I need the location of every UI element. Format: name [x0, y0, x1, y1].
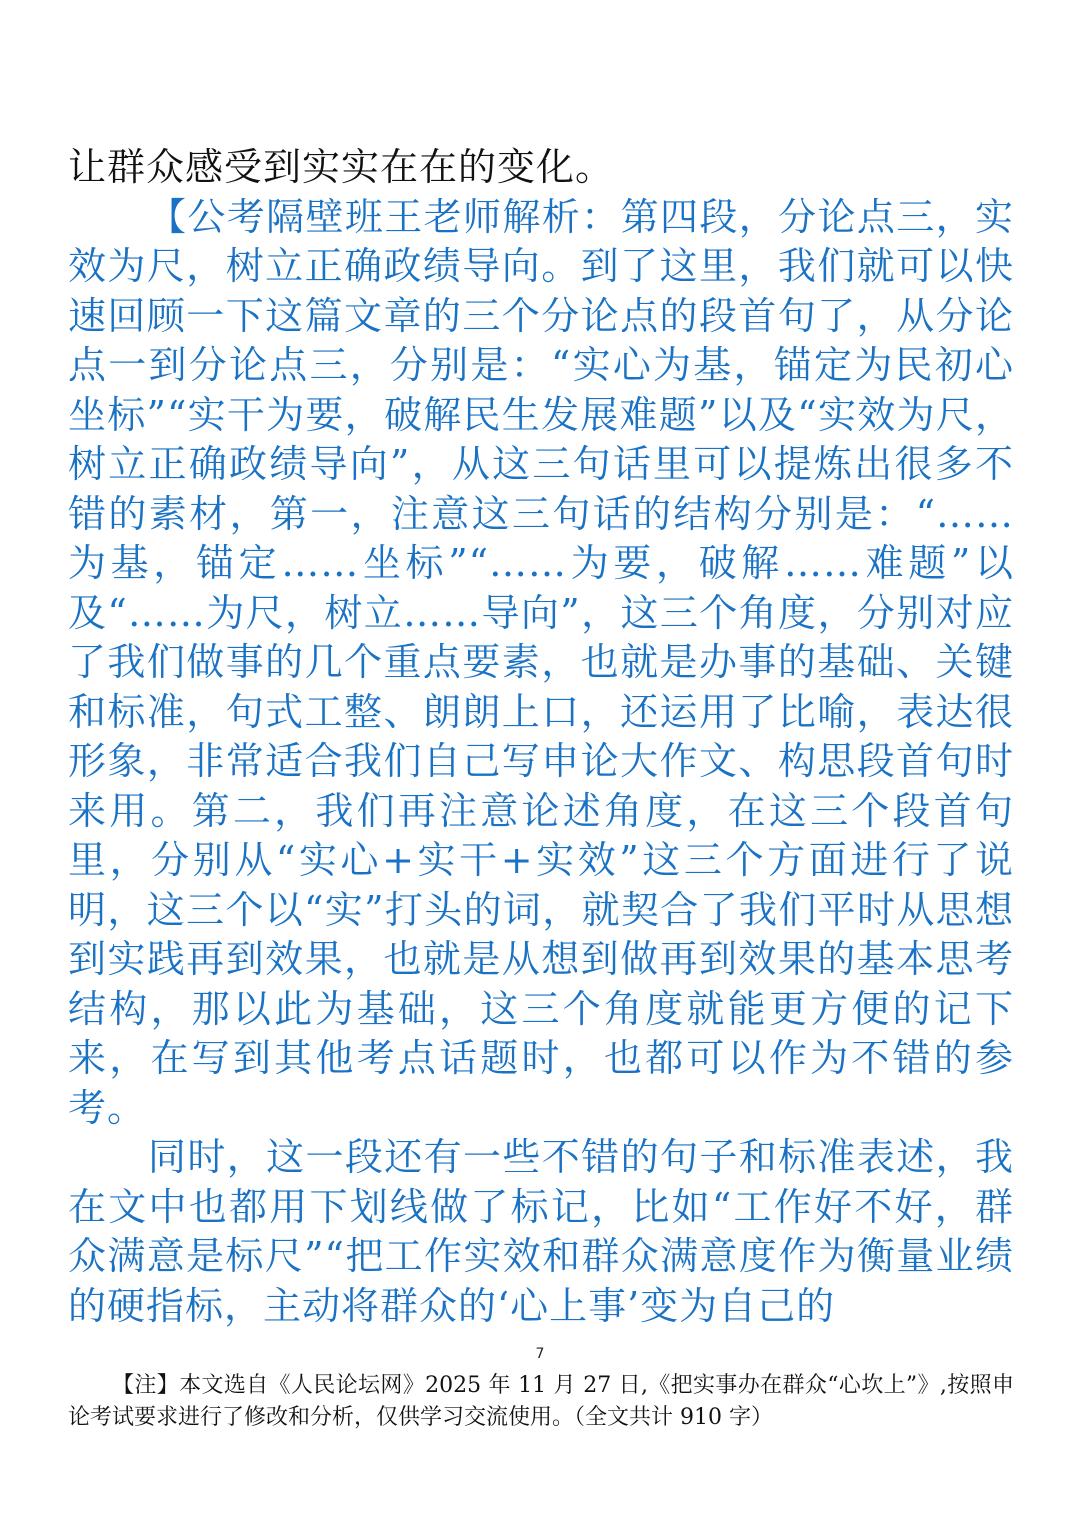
body-text: [68, 143, 1014, 1331]
footnote: 【注】本文选自《人民论坛网》2025 年 11 月 27 日,《把实事办在群众“心坎上”》,按照申论考试要求进行了修改和分析，仅供学习交流使用。（全文共计 910 字）: [68, 1373, 1014, 1430]
analysis-paragraph-2: 同时，这一段还有一些不错的句子和标准表述，我在文中也都用下划线做了标记，比如“工作好不好，群众满意是标尺”“把工作实效和群众满意度作为衡量业绩的硬指标，主动将群众的‘心上事’变为自己的: [68, 1135, 1014, 1328]
paragraph-continuation: 让群众感受到实实在在的变化。: [68, 145, 615, 189]
analysis-paragraph: 【公考隔壁班王老师解析：第四段，分论点三，实效为尺，树立正确政绩导向。到了这里，我们就可以快速回顾一下这篇文章的三个分论点的段首句了，从分论点一到分论点三，分别是：“实心为基，锚定为民初心坐标”“实干为要，破解民生发展难题”以及“实效为尺，树立正确政绩导向”，从这三句话里可以提炼出很多不错的素材，第一，注意这三句话的结构分别是：“……为基，锚定……坐标”“……为要，破解……难题”以及“……为尺，树立……导向”，这三个角度，分别对应了我们做事的几个重点要素，也就是办事的基础、关键和标准，句式工整、朗朗上口，还运用了比喻，表达很形象，非常适合我们自己写申论大作文、构思段首句时来用。第二，我们再注意论述角度，在这三个段首句里，分别从“实心+实干+实效”这三个方面进行了说明，这三个以“实”打头的词，就契合了我们平时从思想到实践再到效果，也就是从想到做再到效果的基本思考结构，那以此为基础，这三个角度就能更方便的记下来，在写到其他考点话题时，也都可以作为不错的参考。: [68, 194, 1014, 1130]
page-number: 7: [535, 1346, 545, 1362]
